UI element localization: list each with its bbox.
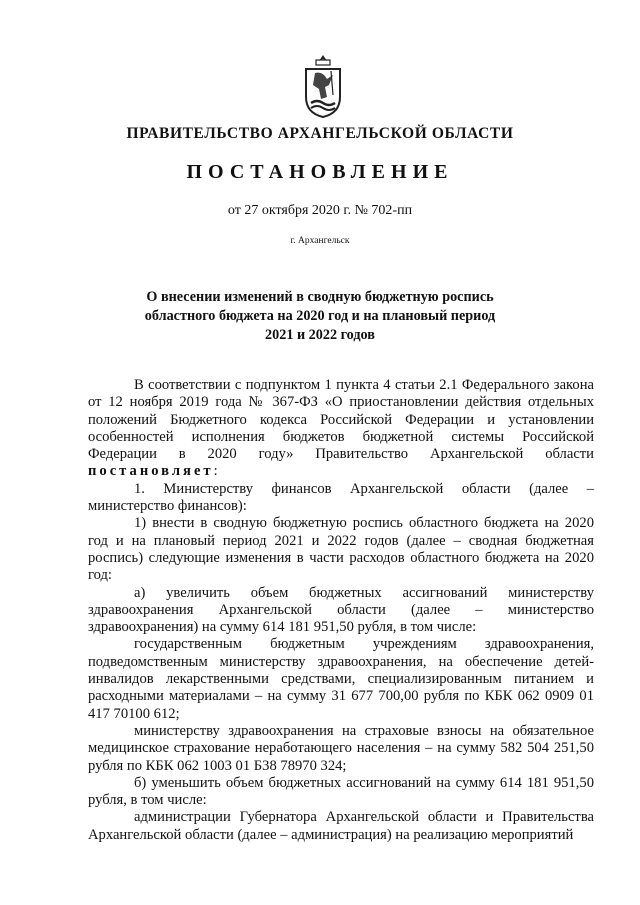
document-city: г. Архангельск bbox=[290, 236, 350, 246]
document-title bbox=[120, 288, 520, 345]
paragraph-a: а) увеличить объем бюджетных ассигнований министерству здравоохранения Архангельской области (далее – министерство здравоохранения) на сумму 614 181 951,50 рубля, в том числе: bbox=[88, 584, 594, 636]
paragraph-ministry-insurance: министерству здравоохранения на страховые взносы на обязательное медицинское страхование неработающего населения – на сумму 582 504 251,50 рубля по КБК 062 1003 01 Б38 78970 324; bbox=[88, 722, 594, 774]
paragraph-b: б) уменьшить объем бюджетных ассигнований на сумму 614 181 951,50 рубля, в том числе: bbox=[88, 774, 594, 809]
coat-of-arms-icon bbox=[303, 53, 343, 119]
decree-colon: : bbox=[213, 463, 218, 480]
title-line-2: областного бюджета на 2020 год и на плановый период bbox=[144, 308, 496, 324]
intro-text: В соответствии с подпунктом 1 пункта 4 статьи 2.1 Федерального закона от 12 ноября 2019 года № 367-ФЗ «О приостановлении действия отдельных положений Бюджетного кодекса Российской Федерации и установлении особенностей исполнения бюджетов бюджетной системы Российской Федерации в 2020 году» Правительство Архангельской области bbox=[88, 377, 594, 463]
title-line-1: О внесении изменений в сводную бюджетную роспись bbox=[146, 289, 494, 305]
paragraph-1: 1. Министерству финансов Архангельской области (далее – министерство финансов): bbox=[88, 480, 594, 515]
paragraph-institutions: государственным бюджетным учреждениям здравоохранения, подведомственным министерству здравоохранения, на обеспечение детей-инвалидов лекарственными средствами, специализированным питанием и расходными материалами – на сумму 31 677 700,00 рубля по КБК 062 0909 01 417 70100 612; bbox=[88, 636, 594, 722]
document-body bbox=[88, 377, 594, 844]
decree-word: постановляет bbox=[88, 463, 214, 480]
paragraph-1-1: 1) внести в сводную бюджетную роспись областного бюджета на 2020 год и на плановый период 2021 и 2022 годов (далее – сводная бюджетная роспись) следующие изменения в части расходов областного бюджета на 2020 год: bbox=[88, 515, 594, 584]
government-name: ПРАВИТЕЛЬСТВО АРХАНГЕЛЬСКОЙ ОБЛАСТИ bbox=[126, 125, 514, 142]
title-line-3: 2021 и 2022 годов bbox=[265, 327, 375, 343]
document-type: ПОСТАНОВЛЕНИЕ bbox=[186, 161, 454, 183]
paragraph-administration: администрации Губернатора Архангельской области и Правительства Архангельской области (далее – администрация) на реализацию мероприятий bbox=[88, 809, 594, 843]
document-date-number: от 27 октября 2020 г. № 702-пп bbox=[227, 203, 413, 218]
intro-paragraph bbox=[88, 377, 594, 481]
